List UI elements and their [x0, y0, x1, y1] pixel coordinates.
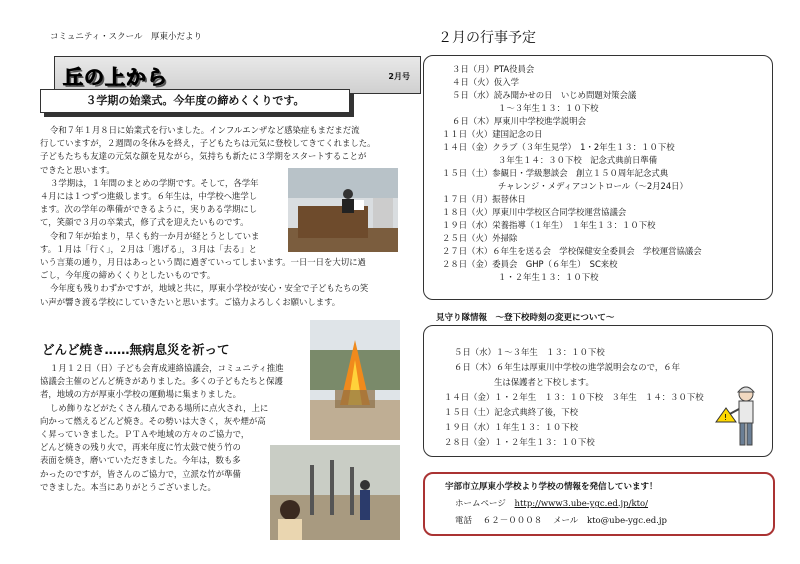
schedule-row: ３日（月）PTA役員会 — [452, 64, 535, 74]
schedule-row: １８日（火）厚東川中学校区合同学校運営協議会 — [442, 207, 627, 217]
schedule-row: ４日（火）仮入学 — [452, 77, 519, 87]
schedule-row: ３年生１４：３０下校 記念式典前日準備 — [498, 155, 658, 165]
article2-line: 表面を焼き，磨いていただきました。今年は，数も多 — [40, 455, 241, 466]
article2-line: しめ飾りなどがたくさん積んである場所に点火され，上に — [50, 402, 269, 413]
article2-body — [40, 362, 284, 494]
article1-line: できたと思います。 — [40, 164, 115, 175]
tel-label: 電話 — [455, 516, 473, 526]
schedule-row: １９日（水）栄養指導（１年生） １年生１３：１０下校 — [442, 220, 656, 230]
schedule-row: １７日（月）振替休日 — [442, 194, 526, 204]
article1-line: い声が響き渡る学校にしていきたいと思います。ご協力よろしくお願いします。 — [40, 296, 341, 307]
article1-line: ３学期は，１年間のまとめの学期です。そして，各学年 — [50, 177, 259, 188]
article2-line: 者，地域の方が厚東小学校の運動場に集まりました。 — [40, 389, 241, 400]
patrol-box — [423, 325, 773, 457]
article2-line: １月１２日（日）子ども会育成連絡協議会，コミュニティ推進 — [50, 363, 284, 373]
article1-line: 令和７年が始まり，早くも約一か月が経とうとしていま — [50, 230, 260, 241]
tel-value: ６２－０００８ — [482, 516, 543, 526]
schedule-title: ２月の行事予定 — [438, 30, 536, 46]
article1-line: ます。次の学年の準備ができるように，実りある学期にし — [40, 204, 258, 215]
ceremony-photo — [288, 168, 398, 252]
schedule-row: ２８日（金）委員会 GHP（６年生） SC来校 — [442, 259, 618, 269]
info-box — [423, 472, 775, 536]
schedule-box — [423, 55, 773, 300]
patrol-row: １４日（金）１・２年生 １３：１０下校 ３年生 １４：３０下校 — [444, 392, 704, 402]
patrol-row: １５日（土）記念式典終了後，下校 — [444, 407, 578, 417]
svg-text:!: ! — [724, 413, 728, 422]
schedule-row: ２５日（火）外掃除 — [442, 233, 518, 243]
article1-line: ４月には１つずつ進級します。６年生は，中学校へ進学し — [40, 191, 258, 202]
bonfire-photo — [310, 320, 400, 440]
patrol-row: 生は保護者と下校します。 — [494, 377, 594, 387]
patrol-row: ６日（木）６年生は厚東川中学校の進学説明会なので，６年 — [454, 362, 680, 372]
article1-line: 令和７年１月８日に始業式を行いました。インフルエンザなど感染症もまだまだ流 — [50, 125, 360, 135]
masthead-title: 丘の上から — [63, 65, 168, 89]
masthead-month: 2月号 — [388, 72, 410, 81]
article1-heading: ３学期の始業式。今年度の締めくくりです。 — [85, 94, 305, 107]
schedule-row: １１日（火）建国記念の日 — [442, 129, 543, 139]
article1-line: 行していますが，２週間の冬休みを終え，子どもたちは元気に登校してきてくれました。 — [40, 138, 376, 149]
article1-line: て，笑顔で３月の卒業式，修了式を迎えたいものです。 — [40, 217, 249, 228]
article1-line: 今年度も残りわずかですが，地域と共に，厚東小学校が安心・安全で子どもたちの笑 — [50, 283, 369, 294]
schedule-row: ５日（水）読み聞かせの日 いじめ問題対策会議 — [452, 90, 637, 100]
schedule-row: チャレンジ・メディアコントロール（～2月24日） — [498, 181, 688, 191]
article2-line: 向かって燃えるどんど焼き。その勢いは大きく，灰や煙が高 — [40, 415, 266, 426]
article2-line: く昇っていきました。ＰＴＡや地域の方々のご協力で， — [40, 429, 250, 440]
article1-heading-box — [40, 89, 350, 113]
article1-line: いう言葉の通り，月日はあっという間に過ぎていってしまいます。一日一日を大切に過 — [40, 257, 366, 268]
masthead-series: コミュニティ・スクール 厚東小だより — [50, 32, 202, 42]
article2-line: できました。本当にありがとうございました。 — [40, 481, 216, 492]
schedule-row: ２７日（木）６年生を送る会 学校保健安全委員会 学校運営協議会 — [442, 246, 702, 256]
schedule-row: １４日（金）クラブ（３年生見学） 1・2年生１３：１０下校 — [442, 142, 675, 152]
crossing-guard-icon — [714, 384, 764, 454]
article2-line: 協議会主催のどんど焼きがありました。多くの子どもたちと保護 — [40, 376, 283, 387]
article1-line: す。１月は「行く」，２月は「逃げる」，３月は「去る」と — [40, 243, 258, 254]
bamboo-photo-art — [270, 445, 400, 540]
article1-line: ごし，今年度の締めくくりとしたいものです。 — [40, 270, 216, 281]
homepage-label: ホームページ — [455, 499, 506, 509]
patrol-title: 見守り隊情報 ～登下校時刻の変更について～ — [436, 313, 615, 323]
masthead — [40, 22, 410, 89]
bamboo-photo — [270, 445, 400, 540]
bonfire-photo-art — [310, 320, 400, 440]
homepage-link[interactable]: http://www3.ube-ygc.ed.jp/kto/ — [514, 499, 649, 509]
article2-line: どんど焼きの残り火で，再来年度に竹太鼓で使う竹の — [40, 442, 241, 453]
article2-line: かったのですが，皆さんのご協力で，立派な竹が準備 — [40, 468, 241, 479]
article2-heading: どんど焼き……無病息災を祈って — [42, 342, 230, 357]
info-contact-row — [455, 514, 667, 526]
schedule-row: １・２年生１３：１０下校 — [498, 272, 599, 282]
schedule-row: １５日（土）参観日・学級懇談会 創立１５０周年記念式典 — [442, 168, 669, 178]
patrol-row: ５日（水）１～３年生 １３：１０下校 — [454, 347, 605, 357]
article1-line: 子どもたちも友達の元気な顔を見ながら，気持ちも新たに３学期をスタートすることが — [40, 151, 367, 162]
patrol-row: ２８日（金）１・２年生１３：１０下校 — [444, 437, 595, 447]
schedule-row: ６日（木）厚東川中学校進学説明会 — [452, 116, 586, 126]
schedule-row: １～３年生１３：１０下校 — [498, 103, 599, 113]
info-homepage-row — [455, 497, 648, 509]
patrol-row: １９日（水）１年生１３：１０下校 — [444, 422, 578, 432]
info-headline: 宇部市立厚東小学校より学校の情報を発信しています！ — [445, 482, 658, 492]
mail-label: メール — [552, 516, 579, 526]
ceremony-photo-art — [288, 168, 398, 252]
mail-value[interactable]: kto@ube-ygc.ed.jp — [586, 516, 667, 526]
